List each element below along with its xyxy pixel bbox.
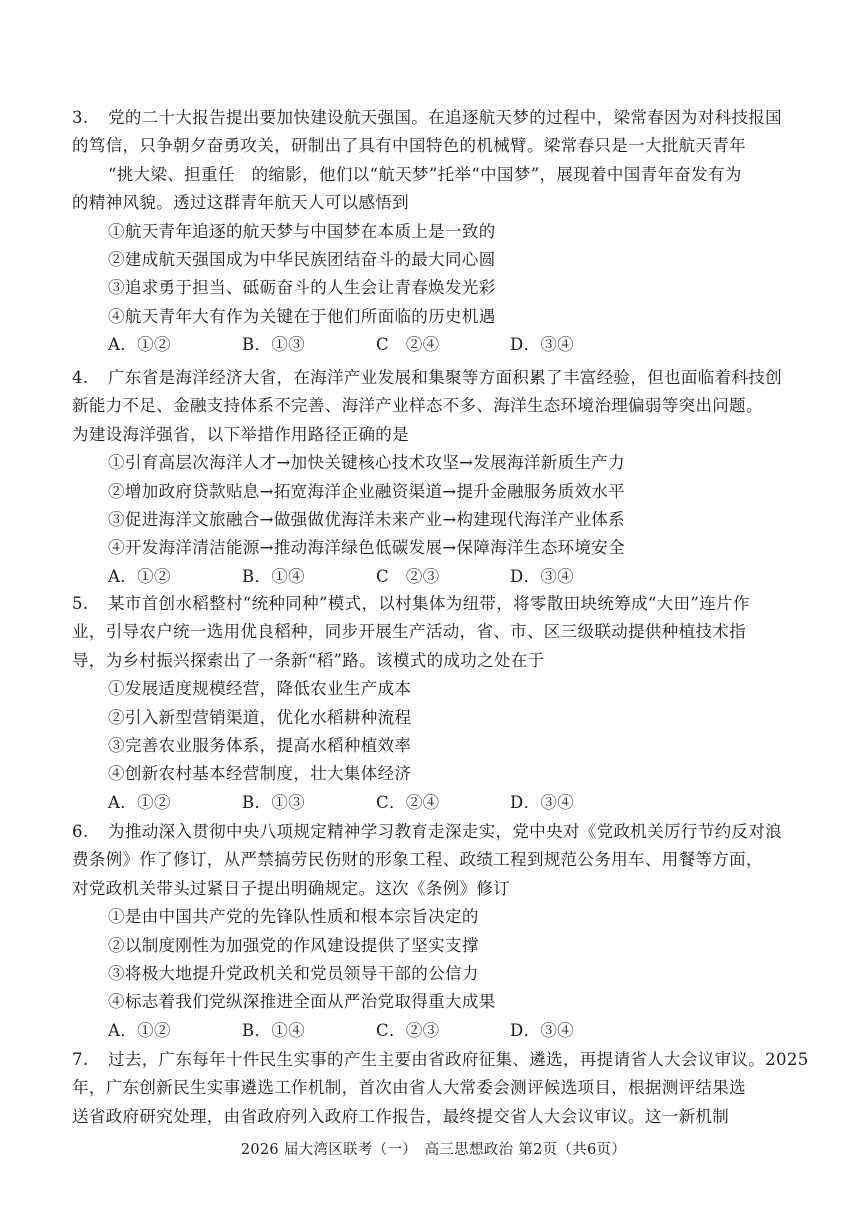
statement-item: ④开发海洋清洁能源→推动海洋绿色低碳发展→保障海洋生态环境安全	[108, 538, 626, 558]
stem-text: 为推动深入贯彻中央八项规定精神学习教育走深走实，党中央对《党政机关厉行节约反对浪	[108, 822, 782, 841]
option-d: D．③④	[510, 335, 575, 355]
answer-options	[72, 789, 812, 817]
question-stem-line: 业，引导农户统一选用优良稻种，同步开展生产活动，省、市、区三级联动提供种植技术指	[72, 622, 746, 642]
question-stem-line: 对党政机关带头过紧日子提出明确规定。这次《条例》修订	[72, 878, 511, 898]
option-b: B．①④	[242, 566, 306, 586]
question-number: 6.	[72, 822, 89, 841]
question-number: 3.	[72, 108, 89, 127]
question-stem-line: 年，广东创新民生实事遴选工作机制，首次由省人大常委会测评候选项目，根据测评结果选	[72, 1078, 746, 1098]
stem-text: 某市首创水稻整村“统种同种”模式，以村集体为纽带，将零散田块统筹成“大田”连片作	[108, 594, 750, 613]
answer-options	[72, 563, 812, 591]
stem-text: 党的二十大报告提出要加快建设航天强国。在追逐航天梦的过程中，梁常春因为对科技报国	[108, 108, 782, 127]
question-7	[72, 1046, 812, 1131]
question-stem-line	[72, 818, 812, 846]
answer-options	[72, 331, 812, 359]
statement-item: ④创新农村基本经营制度，壮大集体经济	[108, 764, 412, 784]
option-b: B．①③	[242, 792, 306, 812]
question-stem-line: 送省政府研究处理，由省政府列入政府工作报告，最终提交省人大会议审议。这一新机制	[72, 1106, 730, 1126]
option-c: C ②④	[376, 335, 440, 355]
statement-item: ①引育高层次海洋人才→加快关键核心技术攻坚→发展海洋新质生产力	[108, 453, 626, 473]
option-a: A．①②	[108, 335, 171, 355]
page-footer: 2026 届大湾区联考（一） 高三思想政治 第2页（共6页）	[240, 1142, 627, 1158]
statement-item: ③追求勇于担当、砥砺奋斗的人生会让青春焕发光彩	[108, 278, 496, 298]
question-number: 7.	[72, 1050, 89, 1069]
statement-item: ①发展适度规模经营，降低农业生产成本	[108, 679, 412, 699]
statement-item: ③完善农业服务体系，提高水稻种植效率	[108, 735, 412, 755]
question-stem-line: “挑大梁、担重任 的缩影，他们以“航天梦”托举“中国梦”，展现着中国青年奋发有为	[108, 164, 742, 184]
statement-item: ③促进海洋文旅融合→做强做优海洋未来产业→构建现代海洋产业体系	[108, 509, 626, 529]
statement-item: ④航天青年大有作为关键在于他们所面临的历史机遇	[108, 306, 496, 326]
option-c: C．②④	[376, 792, 440, 812]
option-d: D．③④	[510, 1020, 575, 1040]
statement-item: ②以制度刚性为加强党的作风建设提供了坚实支撑	[108, 935, 479, 955]
option-b: B．①③	[242, 335, 306, 355]
question-number: 4.	[72, 368, 89, 387]
statement-item: ②建成航天强国成为中华民族团结奋斗的最大同心圆	[108, 249, 496, 269]
statement-item: ①是由中国共产党的先锋队性质和根本宗旨决定的	[108, 907, 479, 927]
question-stem-line: 导，为乡村振兴探索出了一条新“稻”路。该模式的成功之处在于	[72, 650, 545, 670]
question-stem-line	[72, 364, 812, 392]
option-a: A．①②	[108, 566, 171, 586]
question-stem-line: 的精神风貌。透过这群青年航天人可以感悟到	[72, 193, 409, 213]
option-c: C．②③	[376, 1020, 440, 1040]
question-number: 5.	[72, 594, 89, 613]
statement-item: ④标志着我们党纵深推进全面从严治党取得重大成果	[108, 992, 496, 1012]
question-stem-line	[72, 1046, 812, 1074]
question-3	[72, 104, 812, 360]
stem-text: 广东省是海洋经济大省，在海洋产业发展和集聚等方面积累了丰富经验，但也面临着科技创	[108, 368, 782, 387]
statement-item: ③将极大地提升党政机关和党员领导干部的公信力	[108, 963, 479, 983]
question-stem-line: 新能力不足、金融支持体系不完善、海洋产业样态不多、海洋生态环境治理偏弱等突出问题。	[72, 396, 763, 416]
option-d: D．③④	[510, 792, 575, 812]
question-stem-line	[72, 590, 812, 618]
option-a: A．①②	[108, 792, 171, 812]
question-5	[72, 590, 812, 817]
question-6	[72, 818, 812, 1045]
stem-text: 过去，广东每年十件民生实事的产生主要由省政府征集、遴选，再提请省人大会议审议。2025	[108, 1050, 809, 1069]
statement-item: ①航天青年追逐的航天梦与中国梦在本质上是一致的	[108, 221, 496, 241]
option-b: B．①④	[242, 1020, 306, 1040]
question-stem-line: 为建设海洋强省，以下举措作用路径正确的是	[72, 424, 409, 444]
statement-item: ②引入新型营销渠道，优化水稻耕种流程	[108, 707, 412, 727]
option-a: A．①②	[108, 1020, 171, 1040]
statement-item: ②增加政府贷款贴息→拓宽海洋企业融资渠道→提升金融服务质效水平	[108, 481, 626, 501]
answer-options	[72, 1017, 812, 1045]
question-stem-line: 费条例》作了修订，从严禁搞劳民伤财的形象工程、政绩工程到规范公务用车、用餐等方面，	[72, 850, 763, 870]
question-stem-line: 的笃信，只争朝夕奋勇攻关，研制出了具有中国特色的机械臂。梁常春只是一大批航天青年	[72, 136, 746, 156]
option-d: D．③④	[510, 566, 575, 586]
option-c: C ②③	[376, 566, 440, 586]
question-stem-line	[72, 104, 812, 132]
question-4	[72, 364, 812, 591]
